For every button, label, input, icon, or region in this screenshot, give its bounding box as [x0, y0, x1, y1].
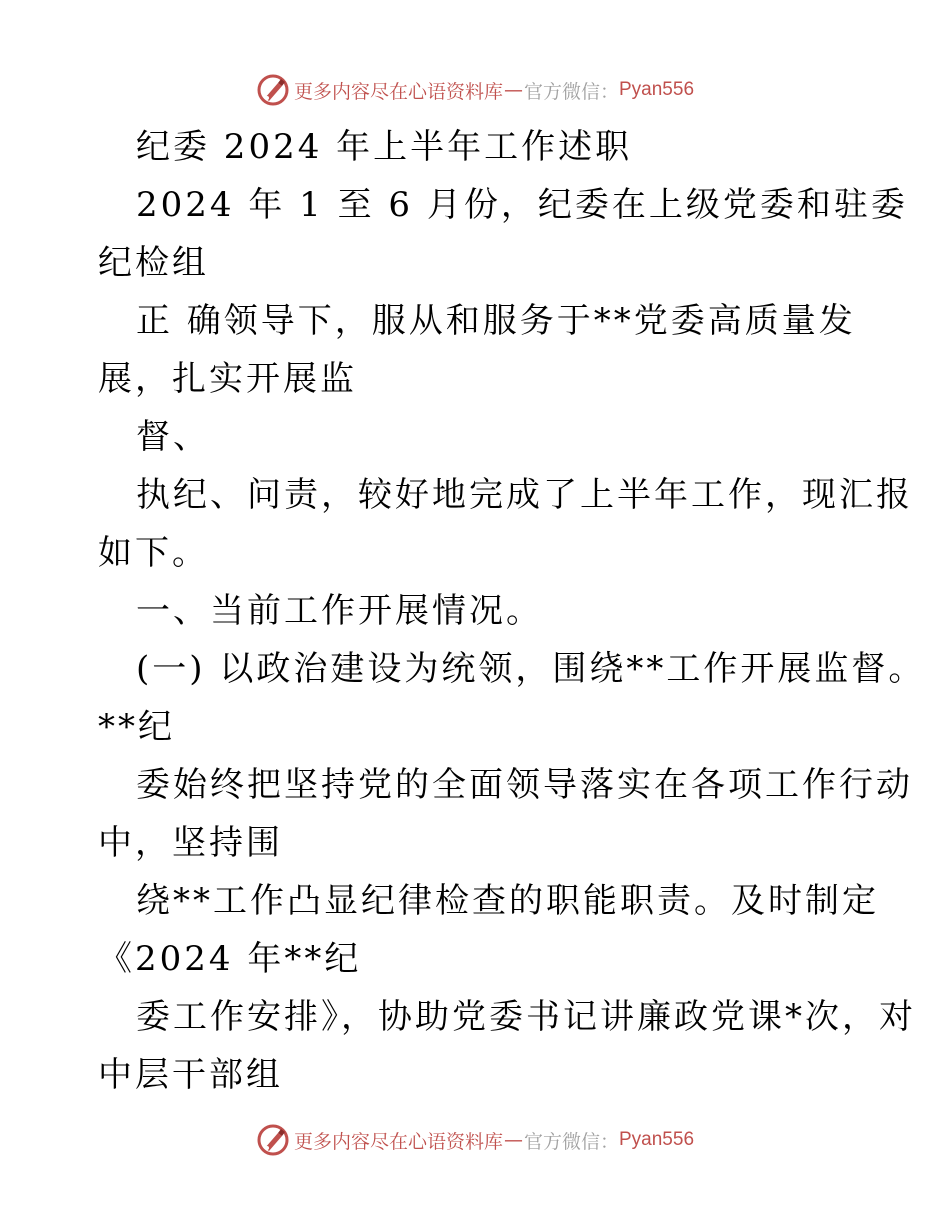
watermark-header [0, 70, 950, 110]
document-line: 委始终把坚持党的全面领导落实在各项工作行动 [136, 765, 913, 805]
pen-seal-icon [256, 1123, 290, 1157]
document-line: **纪 [98, 707, 175, 747]
watermark-dash: — [503, 1129, 523, 1151]
document-line: 《2024 年**纪 [98, 939, 362, 979]
document-body [98, 118, 926, 1104]
watermark-text: 更多内容尽在心语资料库 [293, 1130, 503, 1153]
document-line: 督、 [136, 417, 210, 457]
document-line: 纪检组 [98, 243, 209, 283]
document-line: (一) 以政治建设为统领，围绕**工作开展监督。 [136, 649, 926, 689]
watermark-text: 更多内容尽在心语资料库 [293, 80, 503, 103]
document-line: 委工作安排》，协助党委书记讲廉政党课*次，对 [136, 997, 916, 1037]
document-line: 如下。 [98, 533, 209, 573]
document-line: 正 确领导下，服从和服务于**党委高质量发 [136, 301, 856, 341]
document-line: 执纪、问责，较好地完成了上半年工作，现汇报 [136, 475, 913, 515]
pen-seal-icon [256, 73, 290, 107]
watermark-wechat-label: 官方微信： [523, 1130, 619, 1153]
watermark-footer [0, 1120, 950, 1160]
document-line: 2024 年 1 至 6 月份，纪委在上级党委和驻委 [136, 185, 908, 225]
document-line: 展，扎实开展监 [98, 359, 357, 399]
document-line: 中层干部组 [98, 1055, 283, 1095]
document-line: 纪委 2024 年上半年工作述职 [136, 127, 633, 167]
document-line: 一、当前工作开展情况。 [136, 591, 543, 631]
watermark-wechat-id: Pyan556 [619, 79, 695, 100]
document-line: 中，坚持围 [98, 823, 283, 863]
watermark-dash: — [503, 79, 523, 101]
watermark-wechat-label: 官方微信： [523, 80, 619, 103]
document-line: 绕**工作凸显纪律检查的职能职责。及时制定 [136, 881, 879, 921]
watermark-wechat-id: Pyan556 [619, 1129, 695, 1150]
